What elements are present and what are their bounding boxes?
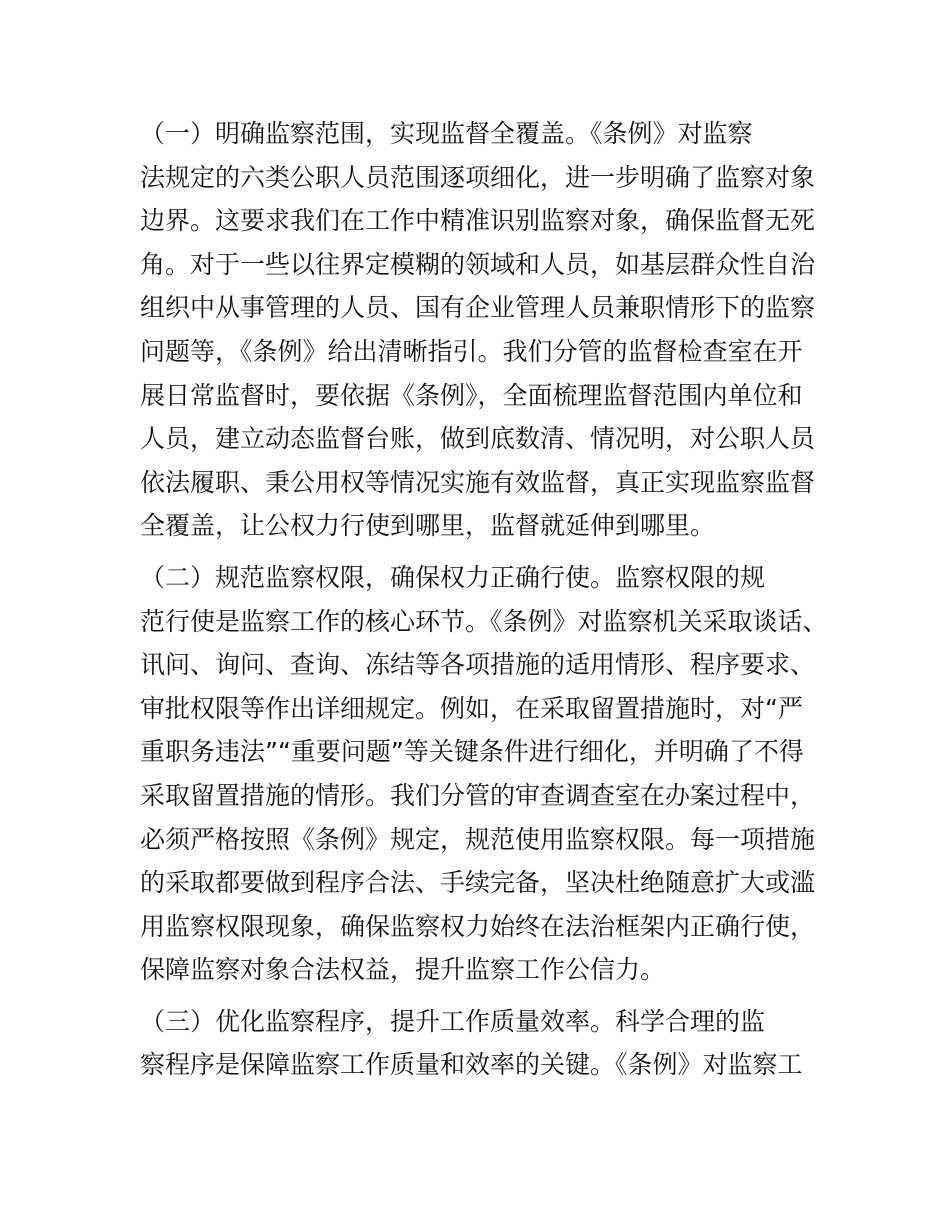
paragraph-procedure (140, 1000, 830, 1087)
paragraph-line: （二）规范监察权限，确保权力正确行使。监察权限的规 (140, 562, 766, 592)
document-body (140, 112, 830, 1087)
paragraph-line: 人员，建立动态监督台账，做到底数清、情况明，对公职人员 (140, 424, 816, 454)
paragraph-line: 问题等，《条例》给出清晰指引。我们分管的监督检查室在开 (140, 336, 803, 366)
paragraph-line: （三）优化监察程序，提升工作质量效率。科学合理的监 (140, 1006, 766, 1036)
paragraph-line: 法规定的六类公职人员范围逐项细化，进一步明确了监察对象 (140, 162, 816, 192)
paragraph-line: 展日常监督时，要依据《条例》，全面梳理监督范围内单位和 (140, 380, 803, 410)
paragraph-line: 保障监察对象合法权益，提升监察工作公信力。 (140, 955, 666, 985)
paragraph-gap (140, 548, 830, 556)
paragraph-line: 的采取都要做到程序合法、手续完备，坚决杜绝随意扩大或滥 (140, 868, 816, 898)
paragraph-line: 边界。这要求我们在工作中精准识别监察对象，确保监督无死 (140, 206, 816, 236)
paragraph-line: 角。对于一些以往界定模糊的领域和人员，如基层群众性自治 (140, 249, 816, 279)
paragraph-line: 依法履职、秉公用权等情况实施有效监督，真正实现监察监督 (140, 467, 816, 497)
paragraph-line: 范行使是监察工作的核心环节。《条例》对监察机关采取谈话、 (140, 606, 828, 636)
paragraph-line: 重职务违法”“重要问题”等关键条件进行细化，并明确了不得 (140, 737, 804, 767)
paragraph-gap (140, 992, 830, 1000)
paragraph-line: 采取留置措施的情形。我们分管的审查调查室在办案过程中， (140, 780, 816, 810)
paragraph-line: 全覆盖，让公权力行使到哪里，监督就延伸到哪里。 (140, 511, 716, 541)
paragraph-line: 必须严格按照《条例》规定，规范使用监察权限。每一项措施 (140, 824, 816, 854)
paragraph-line: （一）明确监察范围，实现监督全覆盖。《条例》对监察 (140, 119, 753, 148)
paragraph-scope (140, 112, 830, 548)
paragraph-authority (140, 556, 830, 992)
paragraph-line: 组织中从事管理的人员、国有企业管理人员兼职情形下的监察 (140, 293, 816, 323)
paragraph-line: 察程序是保障监察工作质量和效率的关键。《条例》对监察工 (140, 1050, 803, 1080)
paragraph-line: 审批权限等作出详细规定。例如，在采取留置措施时，对“严 (140, 693, 803, 723)
paragraph-line: 用监察权限现象，确保监察权力始终在法治框架内正确行使， (140, 911, 816, 941)
paragraph-line: 讯问、询问、查询、冻结等各项措施的适用情形、程序要求、 (140, 650, 816, 680)
